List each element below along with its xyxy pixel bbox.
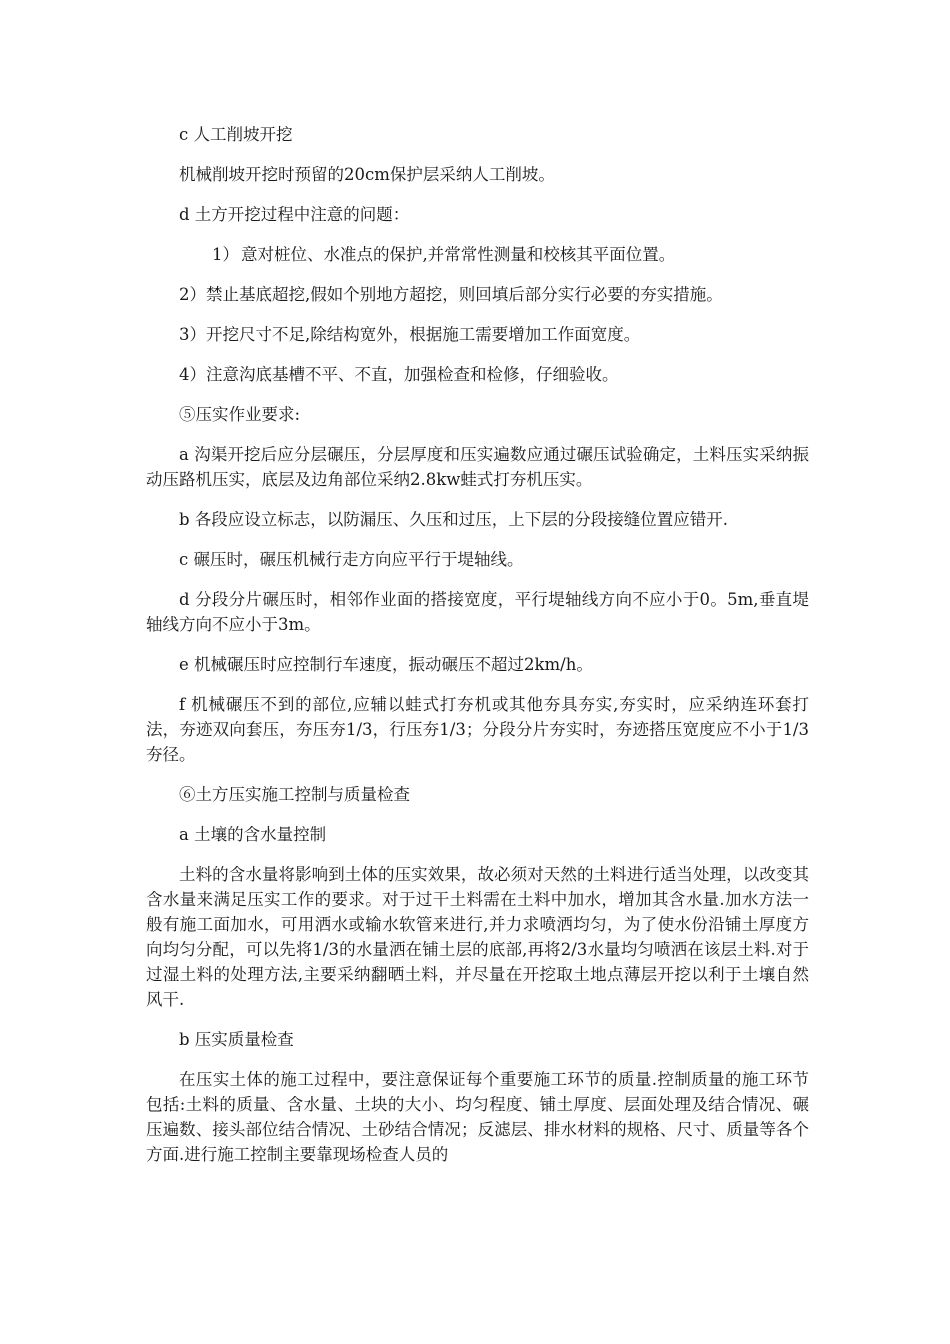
list-item-4: 4）注意沟底基槽不平、不直，加强检查和检修，仔细验收。 [179, 365, 619, 384]
heading-compaction-requirements: ⑤压实作业要求: [179, 405, 301, 424]
list-item-1-text: 意对桩位、水准点的保护,并常常性测量和校核其平面位置。 [241, 245, 676, 264]
heading-quality-inspection: b 压实质量检查 [179, 1030, 294, 1049]
paragraph-moisture-control: 土料的含水量将影响到土体的压实效果，故必须对天然的土料进行适当处理，以改变其含水量来满足压实工作的要求。对于过干土料需在土料中加水，增加其含水量.加水方法一般有施工面加水，可用洒水或输水软管来进行,并力求喷洒均匀，为了使水份沿铺土厚度方向均匀分配，可以先将1/3的水量洒在铺土层的底部,再将2/3水量均匀喷洒在该层土料.对于过湿土料的处理方法,主要采纳翻晒土料，并尽量在开挖取土地点薄层开挖以利于土壤自然风干. [146, 865, 809, 1009]
list-item-1 [146, 242, 809, 267]
heading-moisture-control: a 土壤的含水量控制 [179, 825, 327, 844]
paragraph-protective-layer: 机械削坡开挖时预留的20cm保护层采纳人工削坡。 [179, 165, 555, 184]
document-body [146, 122, 809, 1182]
paragraph-compaction-f: f 机械碾压不到的部位,应辅以蛙式打夯机或其他夯具夯实,夯实时，应采纳连环套打法，夯迹双向套压，夯压夯1/3，行压夯1/3；分段分片夯实时，夯迹搭压宽度应不小于1/3夯径。 [146, 695, 809, 764]
heading-quality-control: ⑥土方压实施工控制与质量检查 [179, 785, 410, 804]
paragraph-quality-inspection: 在压实土体的施工过程中，要注意保证每个重要施工环节的质量.控制质量的施工环节包括:土料的质量、含水量、土块的大小、均匀程度、铺土厚度、层面处理及结合情况、碾压遍数、接头部位结合情况、土砂结合情况；反滤层、排水材料的规格、尺寸、质量等各个方面.进行施工控制主要靠现场检查人员的 [146, 1070, 809, 1164]
list-item-3: 3）开挖尺寸不足,除结构宽外，根据施工需要增加工作面宽度。 [179, 325, 641, 344]
heading-manual-slope-excavation: c 人工削坡开挖 [179, 125, 293, 144]
list-item-1-number: 1） [212, 245, 239, 264]
heading-excavation-issues: d 土方开挖过程中注意的问题： [179, 205, 410, 224]
paragraph-compaction-b: b 各段应设立标志，以防漏压、久压和过压，上下层的分段接缝位置应错开. [179, 510, 729, 529]
paragraph-compaction-c: c 碾压时，碾压机械行走方向应平行于堤轴线。 [179, 550, 524, 569]
list-item-2: 2）禁止基底超挖,假如个别地方超挖，则回填后部分实行必要的夯实措施。 [179, 285, 723, 304]
paragraph-compaction-a: a 沟渠开挖后应分层碾压，分层厚度和压实遍数应通过碾压试验确定，土料压实采纳振动压路机压实，底层及边角部位采纳2.8kw蛙式打夯机压实。 [146, 445, 809, 489]
paragraph-compaction-d: d 分段分片碾压时，相邻作业面的搭接宽度，平行堤轴线方向不应小于0。5m,垂直堤轴线方向不应小于3m。 [146, 590, 809, 634]
paragraph-compaction-e: e 机械碾压时应控制行车速度，振动碾压不超过2km/h。 [179, 655, 593, 674]
